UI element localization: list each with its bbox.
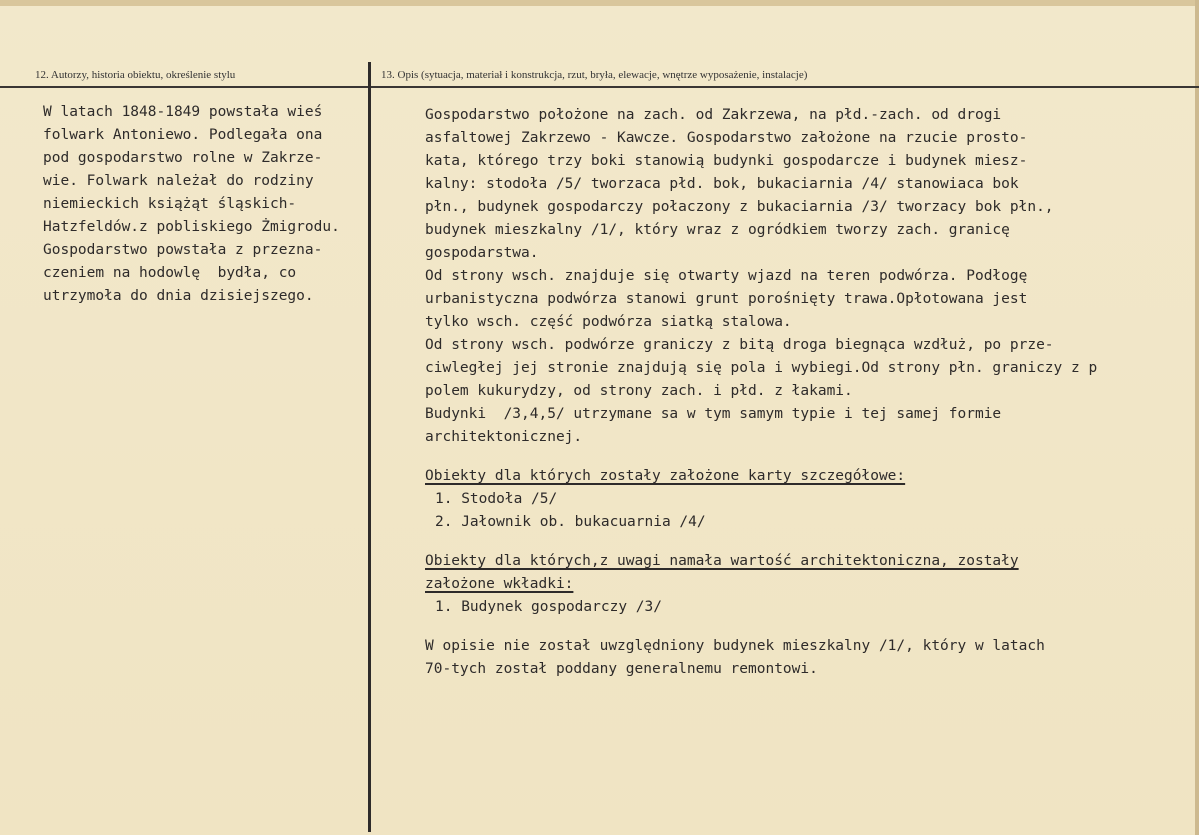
description-line: kalny: stodoła /5/ tworzaca płd. bok, bukaciarnia /4/ stanowiaca bok xyxy=(425,176,1019,192)
history-line: utrzymoła do dnia dzisiejszego. xyxy=(43,288,314,304)
description-line: płn., budynek gospodarczy połaczony z bukaciarnia /3/ tworzacy bok płn., xyxy=(425,199,1054,215)
history-line: pod gospodarstwo rolne w Zakrze- xyxy=(43,150,323,166)
detailed-card-item: 2. Jałownik ob. bukacuarnia /4/ xyxy=(435,514,706,530)
detailed-cards-heading: Obiekty dla których zostały założone karty szczegółowe: xyxy=(425,468,906,484)
history-line: folwark Antoniewo. Podlegała ona xyxy=(43,127,323,143)
description-line: urbanistyczna podwórza stanowi grunt porośnięty trawa.Opłotowana jest xyxy=(425,291,1028,307)
history-line: czeniem na hodowlę bydła, co xyxy=(43,265,297,281)
description-line: Budynki /3,4,5/ utrzymane sa w tym samym typie i tej samej formie xyxy=(425,406,1002,422)
header-rule xyxy=(0,86,1199,88)
description-line: Gospodarstwo położone na zach. od Zakrzewa, na płd.-zach. od drogi xyxy=(425,107,1002,123)
inserts-heading: Obiekty dla których,z uwagi namała wartość architektoniczna, zostały xyxy=(425,553,1019,569)
history-line: Gospodarstwo powstała z przezna- xyxy=(43,242,323,258)
description-line: budynek mieszkalny /1/, który wraz z ogródkiem tworzy zach. granicę xyxy=(425,222,1010,238)
detailed-card-item: 1. Stodoła /5/ xyxy=(435,491,558,507)
header-authors-history: 12. Autorzy, historia obiektu, określenie stylu xyxy=(35,69,236,81)
description-line: architektonicznej. xyxy=(425,429,583,445)
description-line: ciwległej jej stronie znajdują się pola i wybiegi.Od strony płn. graniczy z p xyxy=(425,360,1098,376)
history-line: wie. Folwark należał do rodziny xyxy=(43,173,314,189)
description-line: polem kukurydzy, od strony zach. i płd. z łakami. xyxy=(425,383,853,399)
description-text xyxy=(425,104,1195,681)
history-text xyxy=(43,101,373,308)
history-line: W latach 1848-1849 powstała wieś xyxy=(43,104,323,120)
description-line: Od strony wsch. znajduje się otwarty wjazd na teren podwórza. Podłogę xyxy=(425,268,1028,284)
insert-item: 1. Budynek gospodarczy /3/ xyxy=(435,599,662,615)
history-line: Hatzfeldów.z pobliskiego Żmigrodu. xyxy=(43,219,340,235)
paper-edge-right xyxy=(1195,0,1199,835)
inserts-heading-cont: założone wkładki: xyxy=(425,576,574,592)
description-line: asfaltowej Zakrzewo - Kawcze. Gospodarstwo założone na rzucie prosto- xyxy=(425,130,1028,146)
description-line: kata, którego trzy boki stanowią budynki gospodarcze i budynek miesz- xyxy=(425,153,1028,169)
closing-line: 70-tych został poddany generalnemu remontowi. xyxy=(425,661,818,677)
paper-edge-top xyxy=(0,0,1199,6)
closing-line: W opisie nie został uwzględniony budynek mieszkalny /1/, który w latach xyxy=(425,638,1045,654)
description-line: Od strony wsch. podwórze graniczy z bitą droga biegnąca wzdłuż, po prze- xyxy=(425,337,1054,353)
description-line: gospodarstwa. xyxy=(425,245,539,261)
description-line: tylko wsch. część podwórza siatką stalowa. xyxy=(425,314,792,330)
history-line: niemieckich książąt śląskich- xyxy=(43,196,297,212)
header-description: 13. Opis (sytuacja, materiał i konstrukcja, rzut, bryła, elewacje, wnętrze wyposażenie, instalacje) xyxy=(381,69,808,81)
